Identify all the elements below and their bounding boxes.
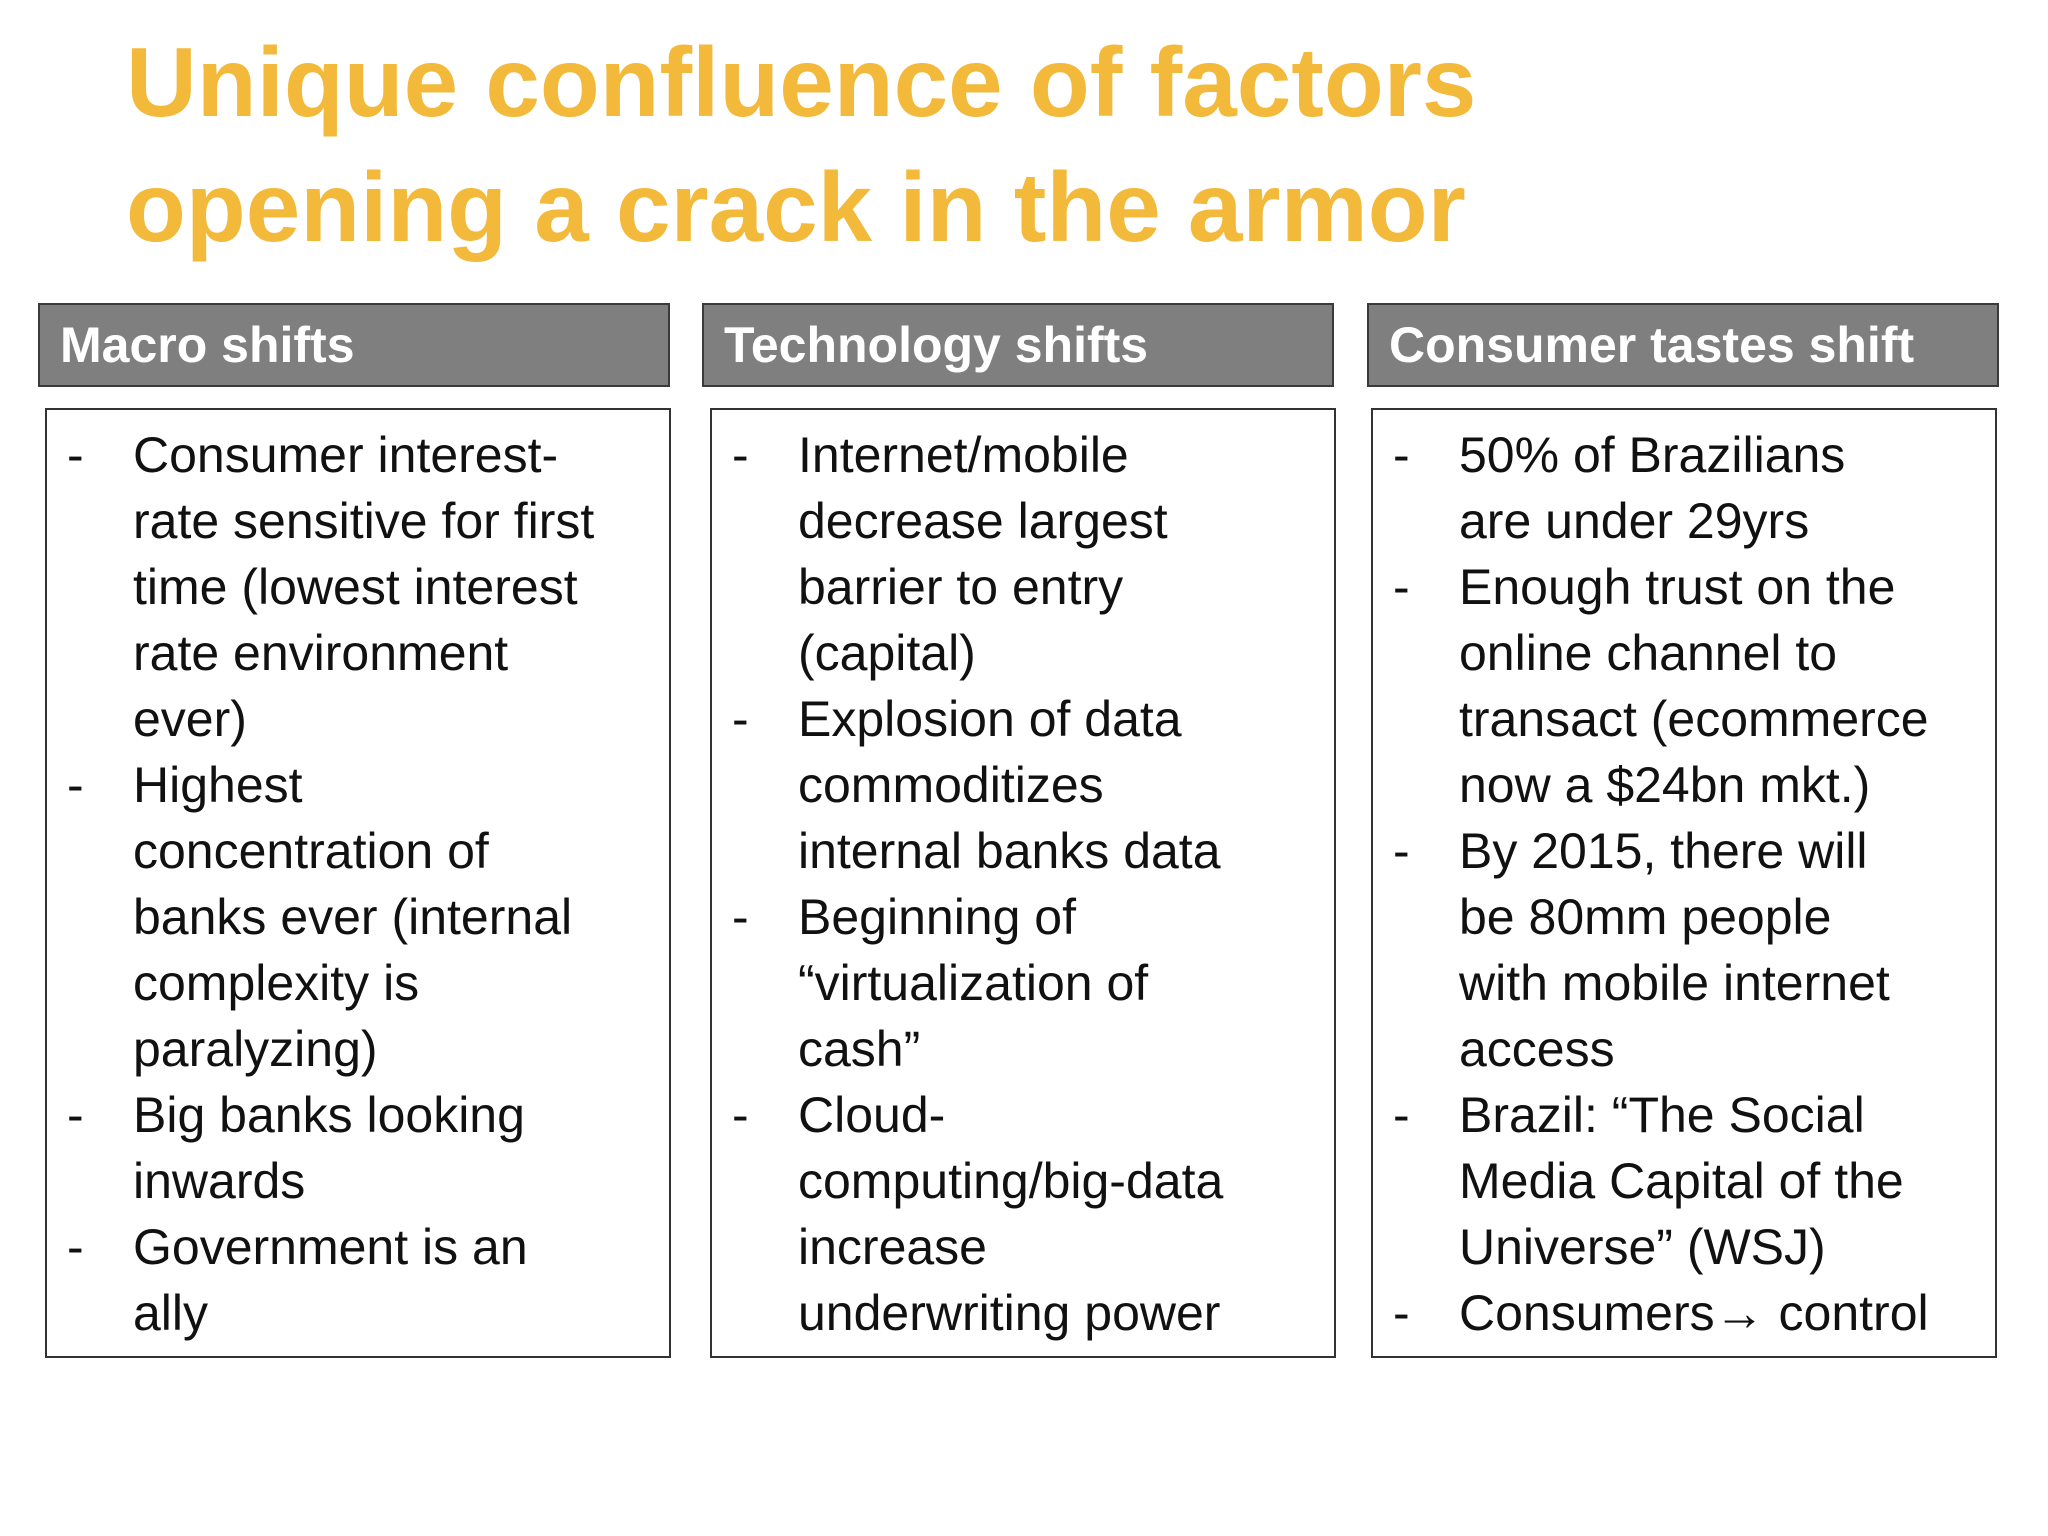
bullet-line: Brazil: “The Social — [1459, 1087, 1865, 1143]
bullet-line: Government is an — [133, 1219, 528, 1275]
bullet-line: Internet/mobile — [798, 427, 1129, 483]
bullet-dash: - — [67, 757, 84, 813]
bullet-item — [1373, 818, 1995, 1082]
bullet-line: Enough trust on the — [1459, 559, 1896, 615]
bullet-line: By 2015, there will — [1459, 823, 1868, 879]
title-line: opening a crack in the armor — [126, 152, 1466, 262]
bullet-line: transact (ecommerce — [1459, 691, 1929, 747]
technology-shifts-header: Technology shifts — [702, 303, 1334, 387]
bullet-line: ever) — [133, 691, 247, 747]
bullet-line: rate environment — [133, 625, 509, 681]
bullet-line: underwriting power — [798, 1285, 1221, 1341]
bullet-line: Consumers→ control — [1459, 1285, 1929, 1341]
bullet-dash: - — [67, 427, 84, 483]
bullet-line: Universe” (WSJ) — [1459, 1219, 1826, 1275]
bullet-list — [712, 422, 1334, 1346]
bullet-line: concentration of — [133, 823, 489, 879]
bullet-line: “virtualization of — [798, 955, 1149, 1011]
bullet-dash: - — [1393, 427, 1410, 483]
bullet-item — [47, 1214, 669, 1346]
bullet-dash: - — [1393, 823, 1410, 879]
bullet-item — [712, 1082, 1334, 1346]
bullet-list — [1373, 422, 1995, 1346]
bullet-line: Big banks looking — [133, 1087, 525, 1143]
bullet-item — [712, 884, 1334, 1082]
bullet-line: be 80mm people — [1459, 889, 1832, 945]
bullet-dash: - — [732, 1087, 749, 1143]
bullet-line: ally — [133, 1285, 209, 1341]
bullet-dash: - — [1393, 559, 1410, 615]
bullet-item — [1373, 554, 1995, 818]
bullet-item — [1373, 422, 1995, 554]
consumer-tastes-shift-box — [1371, 408, 1997, 1358]
bullet-dash: - — [1393, 1087, 1410, 1143]
bullet-line: access — [1459, 1021, 1615, 1077]
bullet-line: rate sensitive for first — [133, 493, 595, 549]
bullet-line: online channel to — [1459, 625, 1838, 681]
bullet-line: 50% of Brazilians — [1459, 427, 1846, 483]
bullet-item — [712, 686, 1334, 884]
bullet-item — [47, 1082, 669, 1214]
bullet-line: Cloud- — [798, 1087, 946, 1143]
slide-title — [126, 20, 1926, 270]
bullet-dash: - — [67, 1087, 84, 1143]
bullet-line: now a $24bn mkt.) — [1459, 757, 1871, 813]
bullet-line: decrease largest — [798, 493, 1168, 549]
macro-shifts-header: Macro shifts — [38, 303, 670, 387]
bullet-line: commoditizes — [798, 757, 1104, 813]
bullet-line: are under 29yrs — [1459, 493, 1810, 549]
bullet-line: Explosion of data — [798, 691, 1182, 747]
bullet-line: with mobile internet — [1459, 955, 1890, 1011]
bullet-line: complexity is — [133, 955, 420, 1011]
bullet-line: paralyzing) — [133, 1021, 378, 1077]
bullet-dash: - — [1393, 1285, 1410, 1341]
bullet-line: time (lowest interest — [133, 559, 578, 615]
bullet-line: cash” — [798, 1021, 921, 1077]
bullet-line: banks ever (internal — [133, 889, 573, 945]
bullet-line: computing/big-data — [798, 1153, 1224, 1209]
bullet-item — [47, 422, 669, 752]
title-line: Unique confluence of factors — [126, 27, 1477, 137]
bullet-line: (capital) — [798, 625, 976, 681]
bullet-item — [712, 422, 1334, 686]
bullet-dash: - — [732, 691, 749, 747]
bullet-line: Highest — [133, 757, 303, 813]
bullet-line: increase — [798, 1219, 987, 1275]
macro-shifts-box — [45, 408, 671, 1358]
bullet-line: inwards — [133, 1153, 306, 1209]
bullet-line: Consumer interest- — [133, 427, 559, 483]
bullet-line: barrier to entry — [798, 559, 1124, 615]
bullet-item — [1373, 1082, 1995, 1280]
bullet-line: internal banks data — [798, 823, 1221, 879]
bullet-list — [47, 422, 669, 1346]
bullet-line: Media Capital of the — [1459, 1153, 1904, 1209]
bullet-item — [1373, 1280, 1995, 1346]
technology-shifts-box — [710, 408, 1336, 1358]
bullet-line: Beginning of — [798, 889, 1077, 945]
bullet-dash: - — [732, 889, 749, 945]
bullet-dash: - — [732, 427, 749, 483]
consumer-tastes-shift-header: Consumer tastes shift — [1367, 303, 1999, 387]
bullet-item — [47, 752, 669, 1082]
bullet-dash: - — [67, 1219, 84, 1275]
